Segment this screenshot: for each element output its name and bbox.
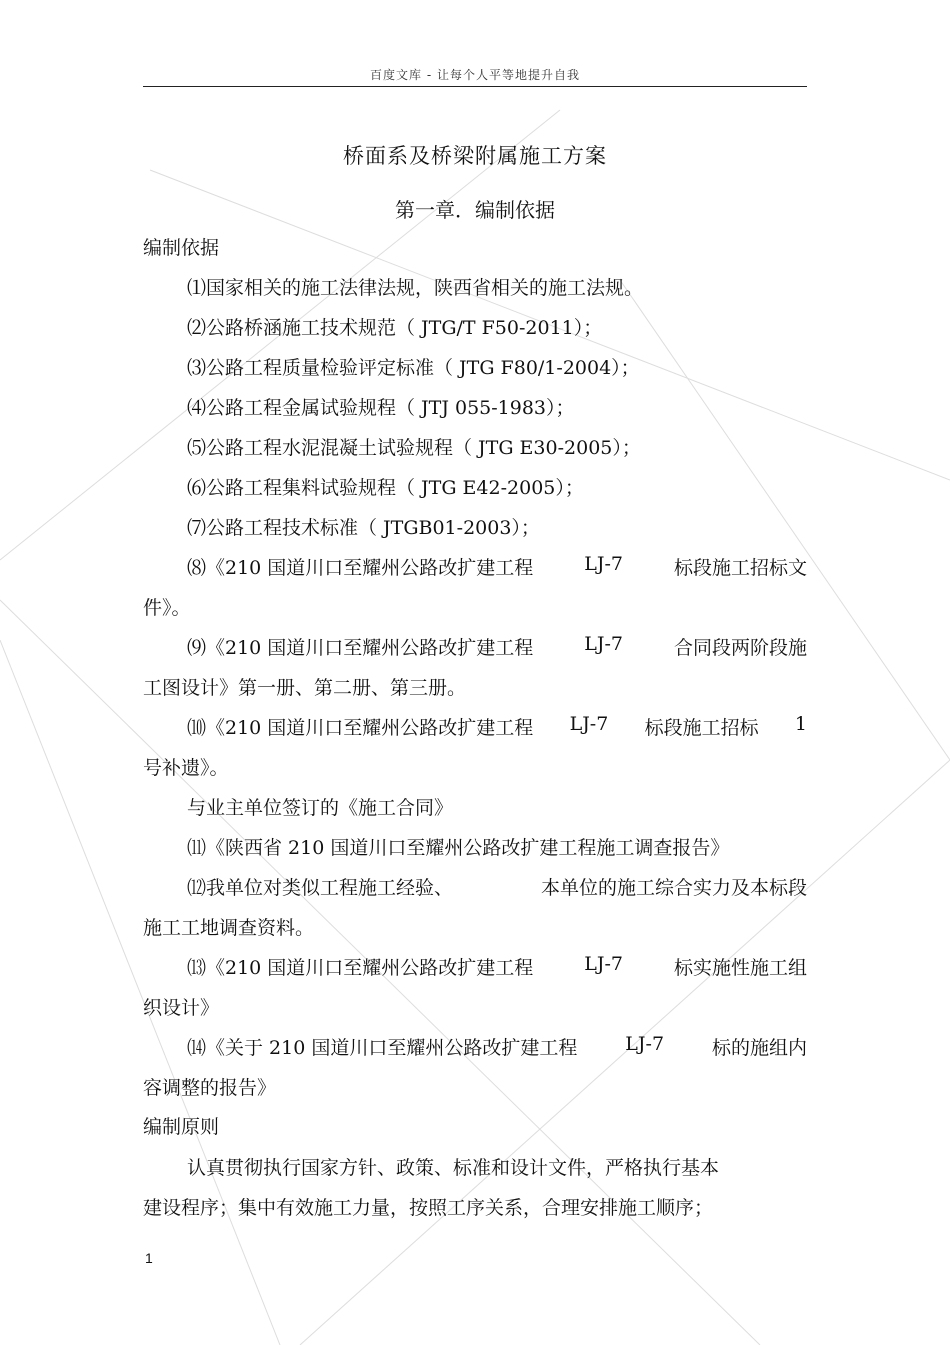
basis-item-13-continuation: 织设计》 [143,997,220,1019]
header-divider [143,86,807,87]
basis-item-1: ⑴国家相关的施工法律法规，陕西省相关的施工法规。 [187,277,644,299]
basis-item-12 [187,873,807,900]
basis-item-10-part-b: LJ-7 [569,713,609,735]
basis-item-8 [187,553,807,580]
basis-item-10 [187,713,807,740]
basis-item-10-part-a: ⑽《210 国道川口至耀州公路改扩建工程 [187,717,534,739]
basis-item-2: ⑵公路桥涵施工技术规范（ JTG/T F50-2011）； [187,317,603,339]
basis-item-8-part-c: 标段施工招标文 [673,557,807,579]
basis-item-10-continuation: 号补遗》。 [143,757,229,779]
basis-item-8-part-b: LJ-7 [584,553,624,575]
basis-item-8-part-a: ⑻《210 国道川口至耀州公路改扩建工程 [187,557,534,579]
basis-item-10-part-d: 1 [794,713,807,735]
basis-item-8-continuation: 件》。 [143,597,191,619]
basis-item-13-part-b: LJ-7 [584,953,624,975]
document-title: 桥面系及桥梁附属施工方案 [343,144,607,168]
basis-item-6: ⑹公路工程集料试验规程（ JTG E42-2005）； [187,477,584,499]
principles-paragraph-line-2: 建设程序；集中有效施工力量，按照工序关系，合理安排施工顺序； [143,1197,714,1219]
page-number: 1 [145,1250,153,1266]
chapter-heading: 第一章．编制依据 [395,198,555,222]
basis-item-4: ⑷公路工程金属试验规程（ JTJ 055-1983）； [187,397,575,419]
basis-item-7: ⑺公路工程技术标准（ JTGB01-2003）； [187,517,540,539]
basis-item-5: ⑸公路工程水泥混凝土试验规程（ JTG E30-2005）； [187,437,641,459]
basis-item-12-part-b: 本单位的施工综合实力及本标段 [540,877,807,899]
basis-item-14-part-a: ⒁《关于 210 国道川口至耀州公路改扩建工程 [187,1037,578,1059]
principles-paragraph-line-1: 认真贯彻执行国家方针、政策、标准和设计文件，严格执行基本 [187,1157,720,1179]
basis-item-11: ⑾《陕西省 210 国道川口至耀州公路改扩建工程施工调查报告》 [187,837,730,859]
basis-item-12-continuation: 施工工地调查资料。 [143,917,315,939]
basis-item-9-part-c: 合同段两阶段施 [673,637,807,659]
basis-item-13-part-c: 标实施性施工组 [673,957,807,979]
section-heading: 编制依据 [143,237,220,259]
basis-item-14-part-c: 标的施组内 [711,1037,807,1059]
contract-item: 与业主单位签订的《施工合同》 [187,797,454,819]
basis-item-9-part-b: LJ-7 [584,633,624,655]
basis-item-12-part-a: ⑿我单位对类似工程施工经验、 [187,877,454,899]
basis-item-9-continuation: 工图设计》第一册、第二册、第三册。 [143,677,467,699]
basis-item-9-part-a: ⑼《210 国道川口至耀州公路改扩建工程 [187,637,534,659]
basis-item-14 [187,1033,807,1060]
principles-heading: 编制原则 [143,1116,220,1138]
basis-item-3: ⑶公路工程质量检验评定标准（ JTG F80/1-2004）； [187,357,640,379]
basis-item-13 [187,953,807,980]
basis-item-14-continuation: 容调整的报告》 [143,1077,277,1099]
basis-item-10-part-c: 标段施工招标 [644,717,759,739]
basis-item-9 [187,633,807,660]
basis-item-14-part-b: LJ-7 [625,1033,665,1055]
basis-item-13-part-a: ⒀《210 国道川口至耀州公路改扩建工程 [187,957,534,979]
page-header: 百度文库 - 让每个人平等地提升自我 [370,68,580,82]
